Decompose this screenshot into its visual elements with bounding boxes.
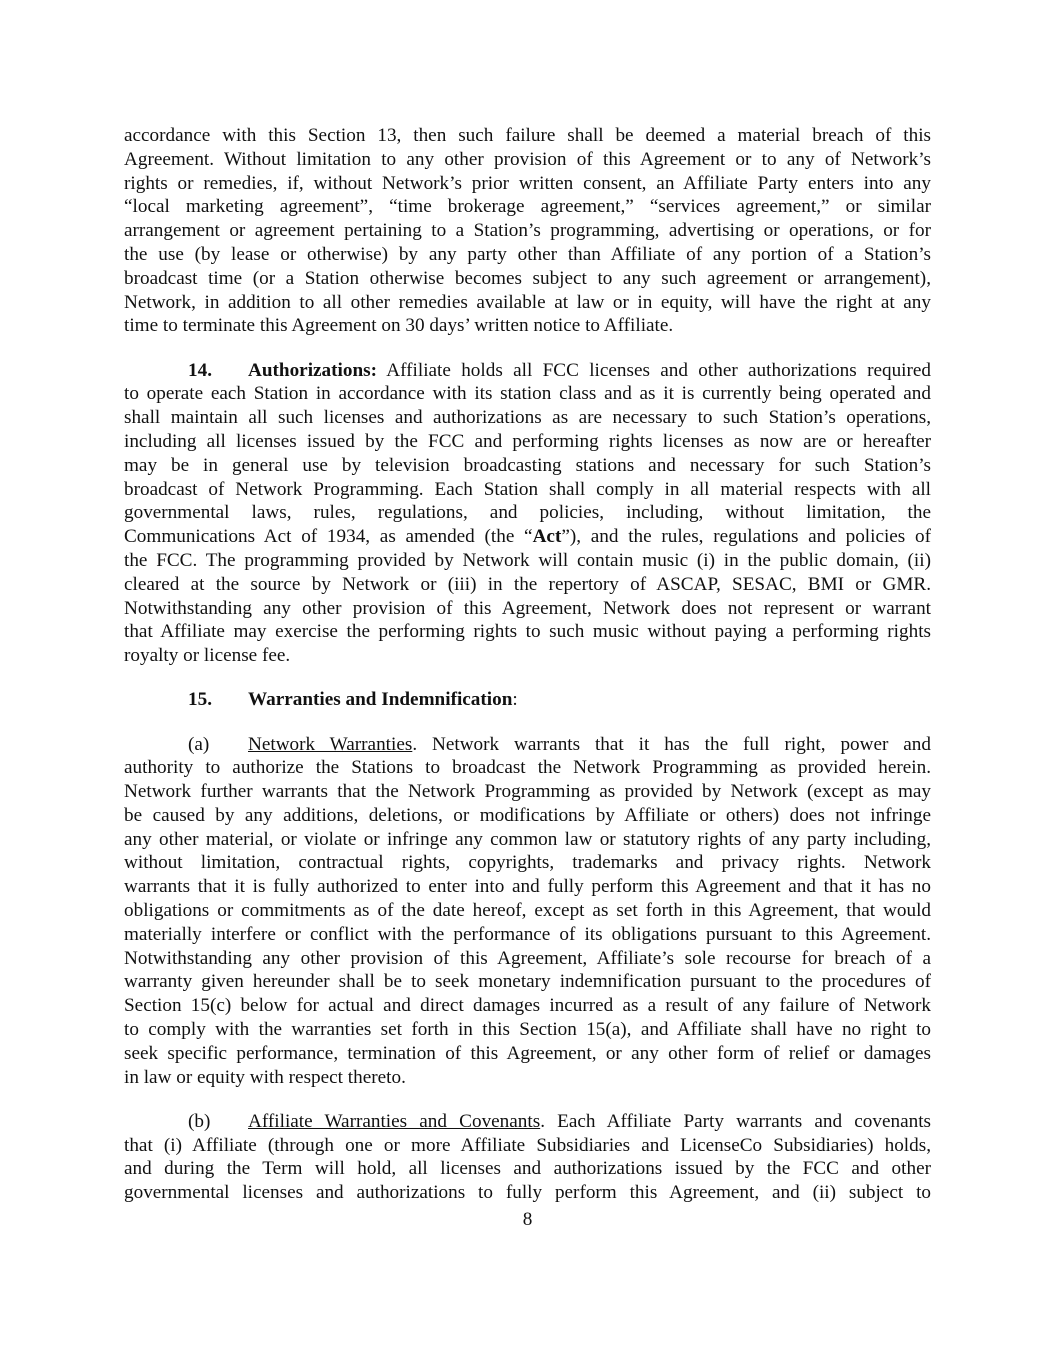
text-line: the FCC. The programming provided by Network will contain music (i) in the public domain, (ii)	[124, 549, 931, 571]
subsection-title: Affiliate Warranties and Covenants	[248, 1110, 541, 1132]
text-line: the use (by lease or otherwise) by any party other than Affiliate of any portion of a Station’s	[124, 243, 931, 265]
text-line: without limitation, contractual rights, copyrights, trademarks and privacy rights. Network	[124, 852, 931, 874]
section-14-first-line	[124, 359, 931, 383]
text-line: obligations or commitments as of the date hereof, except as set forth in this Agreement, that would	[124, 900, 931, 922]
text-line: materially interfere or conflict with the performance of its obligations pursuant to this Agreement.	[124, 923, 931, 945]
text-line: Notwithstanding any other provision of this Agreement, Affiliate’s sole recourse for breach of a	[124, 947, 931, 969]
section-13-continuation-paragraph	[124, 124, 931, 338]
subsection-first-line	[124, 1110, 931, 1134]
section-14-authorizations	[124, 359, 931, 668]
text-line: rights or remedies, if, without Network’s prior written consent, an Affiliate Party enters into any	[124, 172, 931, 194]
text-run: . Network warrants that it has the full right, power and	[412, 733, 931, 755]
section-number: 15.	[188, 689, 212, 711]
text-line: warranty given hereunder shall be to seek monetary indemnification pursuant to the procedures of	[124, 971, 931, 993]
subsection-15b-affiliate-warranties	[124, 1110, 931, 1205]
text-line: Network, in addition to all other remedies available at law or in equity, will have the right at any	[124, 291, 931, 313]
text-line: broadcast time (or a Station otherwise becomes subject to any such agreement or arrangement),	[124, 267, 931, 289]
text-line: seek specific performance, termination of this Agreement, or any other form of relief or damages	[124, 1042, 931, 1064]
text-line: Notwithstanding any other provision of this Agreement, Network does not represent or warrant	[124, 597, 931, 619]
subsection-15a-network-warranties	[124, 733, 931, 1090]
text-run: ”), and the rules, regulations and policies of	[561, 526, 931, 548]
page-number: 8	[522, 1209, 533, 1230]
text-line: governmental laws, rules, regulations, and policies, including, without limitation, the	[124, 502, 931, 524]
text-line: authority to authorize the Stations to broadcast the Network Programming as provided herein.	[124, 757, 931, 779]
text-line: including all licenses issued by the FCC and performing rights licenses as now are or hereafter	[124, 430, 931, 452]
section-number: 14.	[188, 359, 212, 381]
text-line: royalty or license fee.	[124, 645, 291, 667]
text-run: :	[512, 689, 518, 711]
defined-term: Act	[532, 526, 562, 548]
text-line: be caused by any additions, deletions, or modifications by Affiliate or others) does not infringe	[124, 804, 931, 826]
text-line: “local marketing agreement”, “time brokerage agreement,” “services agreement,” or similar	[124, 196, 931, 218]
text-line: Section 15(c) below for actual and direct damages incurred as a result of any failure of Network	[124, 995, 931, 1017]
text-run: Affiliate holds all FCC licenses and other authorizations required	[376, 359, 931, 381]
text-line: governmental licenses and authorizations to fully perform this Agreement, and (ii) subject to	[124, 1182, 931, 1204]
subsection-label: (b)	[188, 1110, 211, 1132]
text-line: in law or equity with respect thereto.	[124, 1066, 406, 1088]
text-line	[124, 525, 931, 549]
text-line: shall maintain all such licenses and authorizations as are necessary to such Station’s operations,	[124, 407, 931, 429]
text-line: accordance with this Section 13, then such failure shall be deemed a material breach of this	[124, 125, 931, 146]
section-title: Warranties and Indemnification	[248, 689, 513, 711]
text-run: . Each Affiliate Party warrants and covenants	[540, 1110, 931, 1132]
text-line: that (i) Affiliate (through one or more Affiliate Subsidiaries and LicenseCo Subsidiaries) holds,	[124, 1134, 931, 1156]
subsection-title: Network Warranties	[248, 733, 413, 755]
section-title: Authorizations:	[248, 359, 377, 381]
text-line: any other material, or violate or infringe any common law or statutory rights of any party including,	[124, 828, 931, 850]
text-line: arrangement or agreement pertaining to a Station’s programming, advertising or operations, or for	[124, 220, 931, 242]
text-line: Network further warrants that the Network Programming as provided by Network (except as may	[124, 781, 931, 803]
text-line: broadcast of Network Programming. Each Station shall comply in all material respects with all	[124, 478, 931, 500]
text-line: time to terminate this Agreement on 30 days’ written notice to Affiliate.	[124, 315, 674, 337]
text-line: and during the Term will hold, all licenses and authorizations issued by the FCC and other	[124, 1158, 931, 1180]
text-line: that Affiliate may exercise the performing rights to such music without paying a performing rights	[124, 621, 931, 643]
document-page	[124, 124, 931, 1205]
text-line: may be in general use by television broadcasting stations and necessary for such Station’s	[124, 454, 931, 476]
section-15-heading	[124, 688, 931, 712]
text-run: Communications Act of 1934, as amended (the “	[124, 526, 533, 548]
subsection-label: (a)	[188, 733, 210, 755]
text-line: cleared at the source by Network or (iii) in the repertory of ASCAP, SESAC, BMI or GMR.	[124, 573, 931, 595]
text-line: warrants that it is fully authorized to enter into and fully perform this Agreement and that it has no	[124, 876, 931, 898]
subsection-first-line	[124, 733, 931, 757]
text-line: to operate each Station in accordance with its station class and as it is currently being operated and	[124, 383, 931, 405]
text-line: to comply with the warranties set forth in this Section 15(a), and Affiliate shall have no right to	[124, 1019, 931, 1041]
text-line: Agreement. Without limitation to any other provision of this Agreement or to any of Network’s	[124, 148, 931, 170]
